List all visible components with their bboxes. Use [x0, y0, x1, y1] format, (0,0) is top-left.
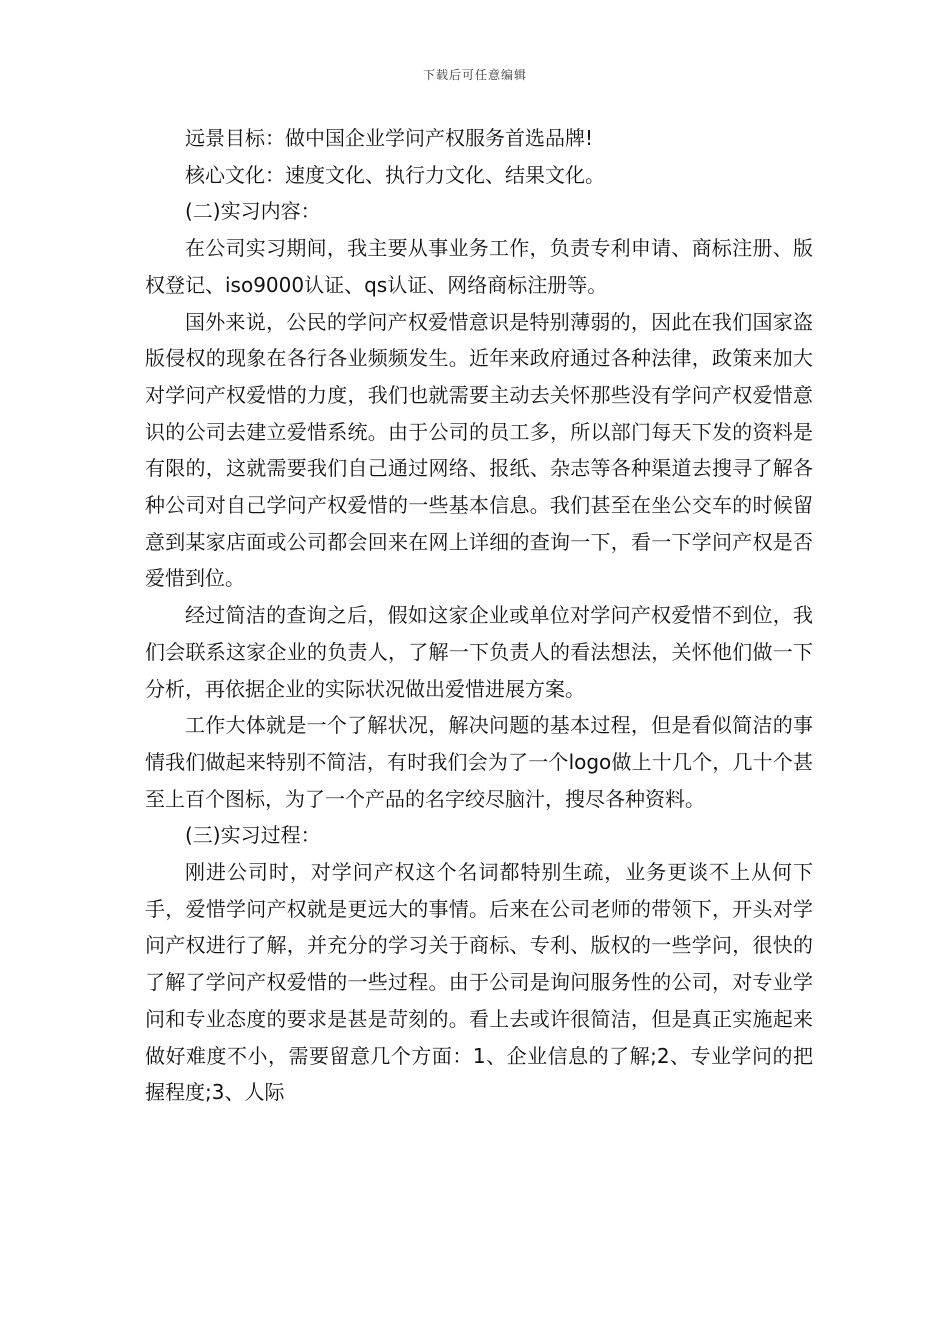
- paragraph-duties: 在公司实习期间，我主要从事业务工作，负责专利申请、商标注册、版权登记、iso9000认证、qs认证、网络商标注册等。: [145, 236, 813, 297]
- page-header: 下载后可任意编辑: [422, 68, 527, 82]
- document-body: [145, 120, 813, 1111]
- paragraph-learning: 刚进公司时，对学问产权这个名词都特别生疏，业务更谈不上从何下手，爱惜学问产权就是更远大的事情。后来在公司老师的带领下，开头对学问产权进行了解，并充分的学习关于商标、专利、版权的一些学问，很快的了解了学问产权爱惜的一些过程。由于公司是询问服务性的公司，对专业学问和专业态度的要求是甚是苛刻的。看上去或许很简洁，但是真正实施起来做好难度不小，需要留意几个方面：1、企业信息的了解;2、专业学问的把握程度;3、人际: [145, 860, 813, 1105]
- paragraph-ip-awareness: 国外来说，公民的学问产权爱惜意识是特别薄弱的，因此在我们国家盗版侵权的现象在各行各业频频发生。近年来政府通过各种法律，政策来加大对学问产权爱惜的力度，我们也就需要主动去关怀那些没有学问产权爱惜意识的公司去建立爱惜系统。由于公司的员工多，所以部门每天下发的资料是有限的，这就需要我们自己通过网络、报纸、杂志等各种渠道去搜寻了解各种公司对自己学问产权爱惜的一些基本信息。我们甚至在坐公交车的时候留意到某家店面或公司都会回来在网上详细的查询一下，看一下学问产权是否爱惜到位。: [145, 309, 813, 591]
- paragraph-culture: 核心文化：速度文化、执行力文化、结果文化。: [185, 162, 605, 187]
- section-heading-internship-content: (二)实习内容：: [185, 199, 321, 224]
- paragraph-inquiry: 经过简洁的查询之后，假如这家企业或单位对学问产权爱惜不到位，我们会联系这家企业的负责人，了解一下负责人的看法想法，关怀他们做一下分析，再依据企业的实际状况做出爱惜进展方案。: [145, 603, 813, 701]
- section-heading-internship-process: (三)实习过程：: [185, 823, 321, 848]
- paragraph-vision: 远景目标：做中国企业学问产权服务首选品牌!: [185, 126, 594, 150]
- paragraph-work-process: 工作大体就是一个了解状况，解决问题的基本过程，但是看似简洁的事情我们做起来特别不简洁，有时我们会为了一个logo做上十几个，几十个甚至上百个图标，为了一个产品的名字绞尽脑汁，搜尽各种资料。: [145, 713, 813, 811]
